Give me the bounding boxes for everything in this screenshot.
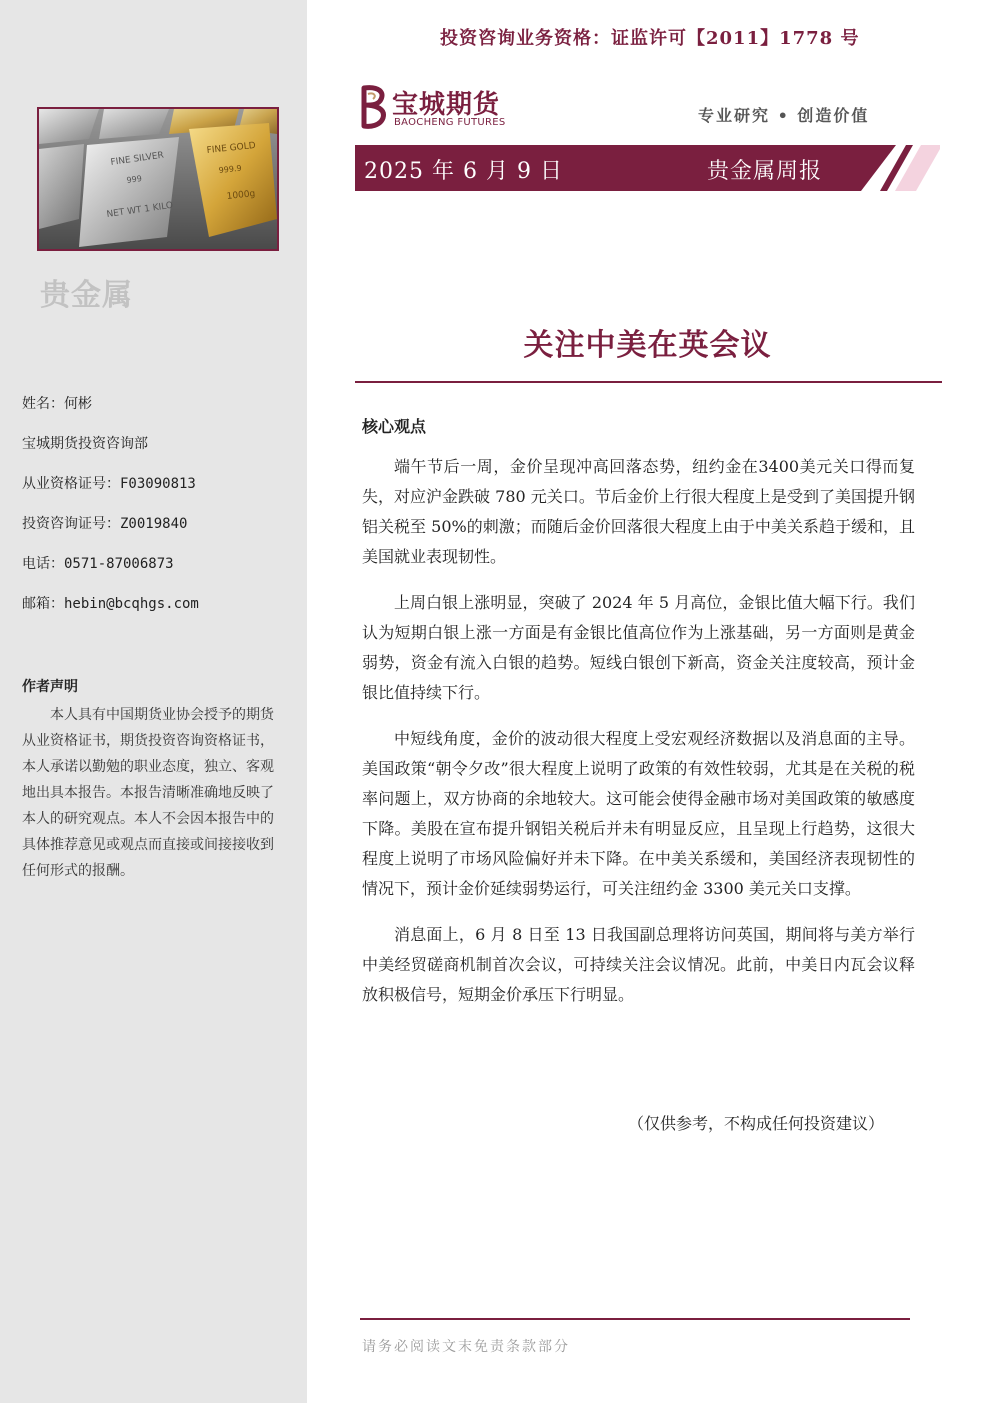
analyst-phone: 电话：0571-87006873: [22, 556, 174, 572]
baocheng-logo-icon: [356, 84, 390, 130]
report-title: 关注中美在英会议: [523, 328, 772, 363]
banner-accent-stripe: [895, 145, 940, 191]
footer-divider: [360, 1318, 910, 1320]
analyst-name: 姓名：何彬: [22, 396, 92, 412]
company-name: 宝城期货: [392, 90, 501, 120]
bar-label: 999: [126, 173, 143, 185]
analyst-qualification-number: 从业资格证号：F03090813: [22, 476, 196, 492]
company-slogan: 专业研究 • 创造价值: [698, 106, 870, 125]
bar-label: 999.9: [218, 163, 242, 175]
bar-label: FINE SILVER: [110, 150, 165, 168]
body-paragraph: 消息面上，6 月 8 日至 13 日我国副总理将访问英国，期间将与美方举行中美经贸磋商机制首次会议，可持续关注会议情况。此前，中美日内瓦会议释放积极信号，短期金价承压下行明显。: [362, 925, 915, 1004]
body-paragraph: 端午节后一周，金价呈现冲高回落态势，纽约金在3400美元关口得而复失，对应沪金跌破 780 元关口。节后金价上行很大程度上是受到了美国提升钢铝关税至 50%的刺激；而随后金价回落很大程度上由于中美关系趋于缓和，且美国就业表现韧性。: [362, 457, 915, 566]
section-heading: 核心观点: [362, 417, 427, 436]
author-declaration-title: 作者声明: [22, 679, 78, 695]
analyst-department: 宝城期货投资咨询部: [22, 436, 148, 452]
body-paragraph: 上周白银上涨明显，突破了 2024 年 5 月高位，金银比值大幅下行。我们认为短期白银上涨一方面是有金银比值高位作为上涨基础，另一方面则是黄金弱势，资金有流入白银的趋势。短线白银创下新高，资金关注度较高，预计金银比值持续下行。: [362, 593, 915, 702]
bar-label: 1000g: [226, 189, 256, 202]
analyst-email: 邮箱：hebin@bcqhgs.com: [22, 596, 199, 612]
precious-metal-bars-image: [37, 107, 279, 251]
license-statement: 投资咨询业务资格：证监许可【2011】1778 号: [440, 28, 860, 49]
bar-label: NET WT 1 KILO: [106, 200, 174, 220]
report-type: 贵金属周报: [707, 159, 823, 184]
footer-note: 请务必阅读文末免责条款部分: [362, 1339, 570, 1355]
gold-silver-bars-picture: [39, 109, 277, 249]
company-name-english: BAOCHENG FUTURES: [394, 117, 506, 128]
analyst-consulting-number: 投资咨询证号：Z0019840: [22, 516, 188, 532]
body-paragraph: 中短线角度，金价的波动很大程度上受宏观经济数据以及消息面的主导。美国政策“朝令夕改”很大程度上说明了政策的有效性较弱，尤其是在关税的税率问题上，双方协商的余地较大。这可能会使得金融市场对美国政策的敏感度下降。美股在宣布提升钢铝关税后并未有明显反应，且呈现上行趋势，这很大程度上说明了市场风险偏好并未下降。在中美关系缓和，美国经济表现韧性的情况下，预计金价延续弱势运行，可关注纽约金 3300 美元关口支撑。: [362, 729, 915, 898]
bar-label: FINE GOLD: [206, 140, 257, 156]
sector-label: 贵金属: [40, 278, 133, 313]
sidebar: [0, 0, 307, 1403]
report-date: 2025 年 6 月 9 日: [364, 159, 563, 184]
investment-disclaimer: （仅供参考，不构成任何投资建议）: [628, 1114, 885, 1133]
title-divider: [355, 381, 942, 383]
author-declaration-text: 本人具有中国期货业协会授予的期货从业资格证书，期货投资咨询资格证书，本人承诺以勤勉的职业态度，独立、客观地出具本报告。本报告清晰准确地反映了本人的研究观点。本人不会因本报告中的具体推荐意见或观点而直接或间接接收到任何形式的报酬。: [22, 707, 274, 879]
analyst-contact: [22, 393, 292, 633]
report-body: [362, 452, 915, 1026]
company-logo: [356, 84, 526, 134]
